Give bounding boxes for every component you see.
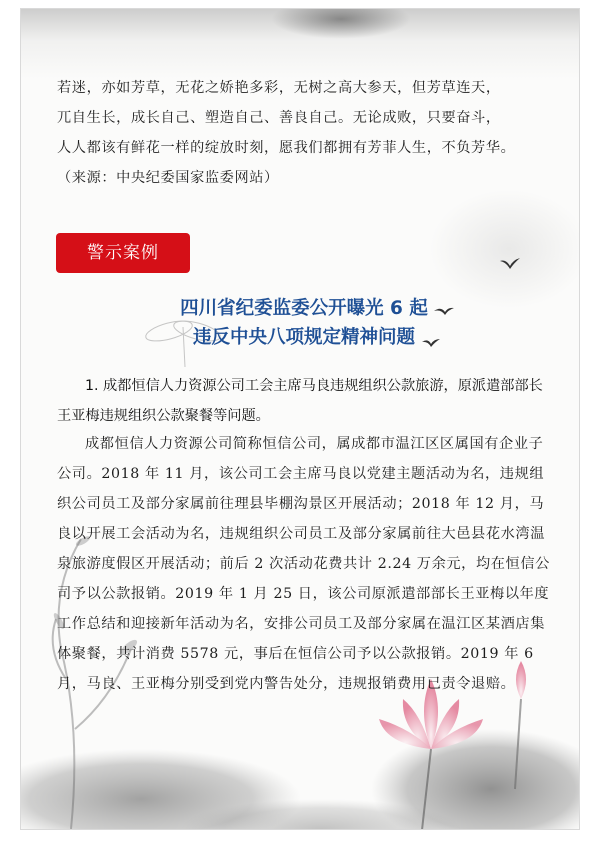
- intro-line: 人人都该有鲜花一样的绽放时刻，愿我们都拥有芳菲人生，不负芳华。: [57, 140, 516, 156]
- intro-line: 若迷，亦如芳草，无花之娇艳多彩，无树之高大参天，但芳草连天，: [57, 80, 501, 96]
- intro-paragraph: [57, 73, 551, 193]
- article-title: [57, 294, 551, 352]
- case-heading: [57, 371, 551, 431]
- case-heading-text: 1. 成都恒信人力资源公司工会主席马良违规组织公款旅游，原派遣部部长王亚梅违规组织公款聚餐等问题。: [57, 378, 543, 424]
- ink-wash-background-decoration: [429, 189, 580, 309]
- case-body: [57, 429, 551, 699]
- ink-blot-decoration: [271, 8, 411, 39]
- article-title-line: 四川省纪委监委公开曝光 6 起: [180, 298, 428, 319]
- intro-source-line: （来源：中央纪委国家监委网站）: [57, 170, 279, 186]
- bird-icon: [499, 257, 521, 271]
- document-page: [20, 8, 580, 830]
- article-title-line: 违反中央八项规定精神问题: [192, 327, 415, 348]
- intro-line: 兀自生长，成长自己、塑造自己、善良自己。无论成败，只要奋斗，: [57, 110, 501, 126]
- section-badge: 警示案例: [56, 233, 190, 273]
- case-body-text: 成都恒信人力资源公司简称恒信公司，属成都市温江区区属国有企业子公司。2018 年 11 月，该公司工会主席马良以党建主题活动为名，违规组织公司员工及部分家属前往理县毕棚沟景区开展活动；2018 年 12 月，马良以开展工会活动为名，违规组织公司员工及部分家属前往大邑县花水湾温泉旅游度假区开展活动；前后 2 次活动花费共计 2.24 万余元，均在恒信公司予以公款报销。2019 年 1 月 25 日，该公司原派遣部部长王亚梅以年度工作总结和迎接新年活动为名，安排公司员工及部分家属在温江区某酒店集体聚餐，共计消费 5578 元，事后在恒信公司予以公款报销。2019 年 6 月，马良、王亚梅分别受到党内警告处分，违规报销费用已责令退赔。: [57, 436, 550, 692]
